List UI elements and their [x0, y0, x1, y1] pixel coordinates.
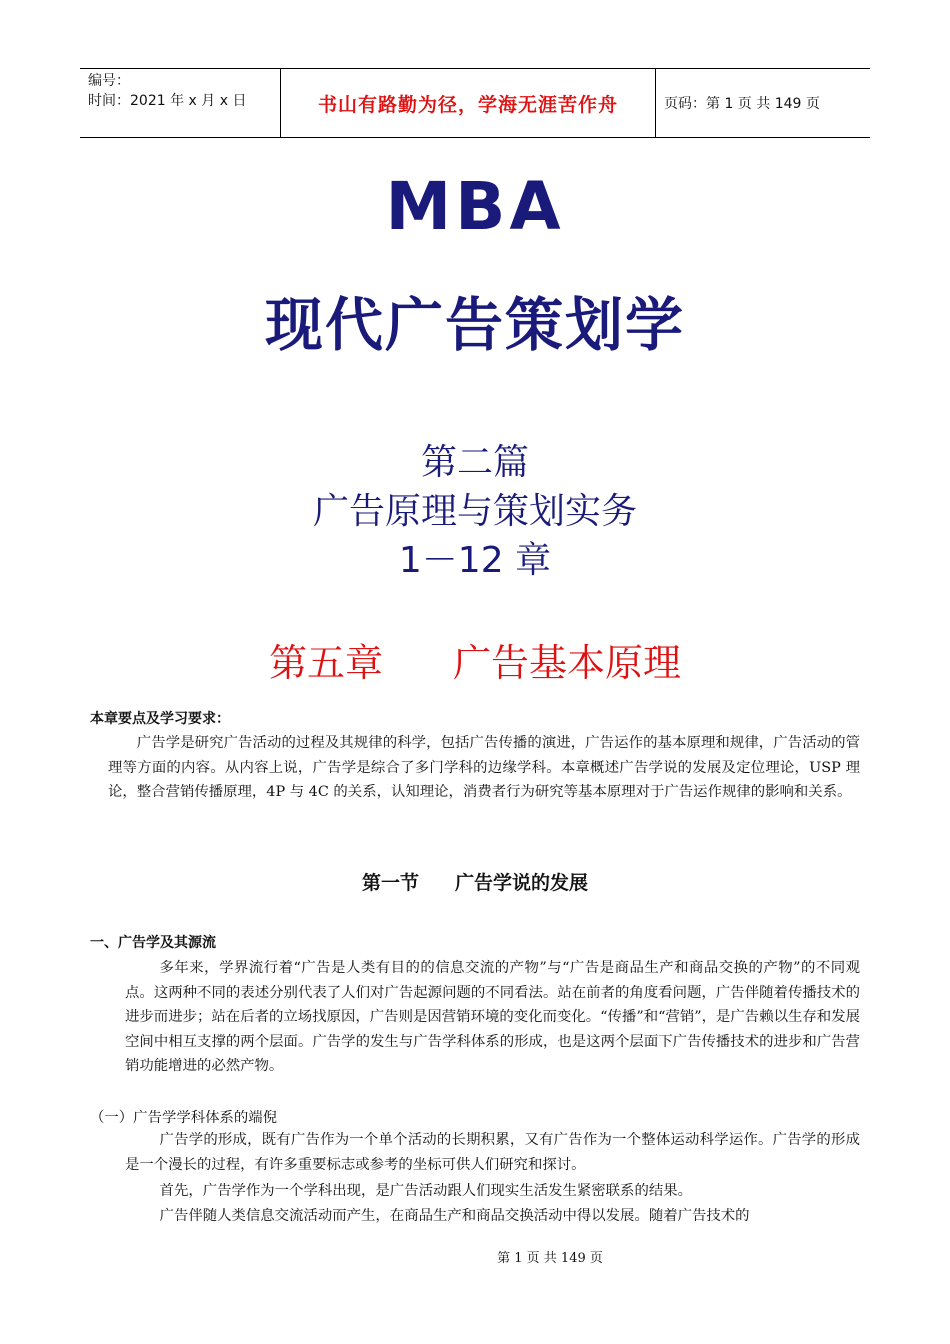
- motto-cell: [280, 69, 656, 137]
- section-name: 广告学说的发展: [455, 872, 589, 894]
- paragraph-first: 首先，广告学作为一个学科出现，是广告活动跟人们现实生活发生紧密联系的结果。: [159, 1183, 693, 1199]
- header-table: [80, 68, 870, 138]
- title-main: 现代广告策划学: [264, 291, 685, 359]
- chapter-name: 广告基本原理: [453, 641, 682, 685]
- summary-label: 本章要点及学习要求：: [90, 711, 230, 727]
- number-label: 编号：: [88, 73, 130, 89]
- chapter-heading: [0, 632, 950, 687]
- part-number: 第二篇: [420, 442, 529, 483]
- summary-paragraph: 广告学是研究广告活动的过程及其规律的科学，包括广告传播的演进，广告运作的基本原理和规律，广告活动的管理等方面的内容。从内容上说，广告学是综合了多门学科的边缘学科。本章概述广告学说的发展及定位理论，USP 理论，整合营销传播原理，4P 与 4C 的关系，认知理论，消费者行为研究等基本原理对于广告运作规律的影响和关系。: [108, 735, 860, 800]
- part-title: 广告原理与策划实务: [312, 491, 637, 532]
- section-heading: [0, 868, 950, 895]
- sub-heading: （一）广告学学科体系的端倪: [90, 1110, 278, 1126]
- chapter-number: 第五章: [268, 641, 383, 685]
- page-code-cell: [656, 69, 870, 137]
- part-one-heading: 一、广告学及其源流: [90, 935, 216, 951]
- page-code-text: 页码：第 1 页 共 149 页: [664, 96, 820, 112]
- time-label: 时间：2021 年 x 月 x 日: [88, 93, 247, 109]
- paragraph-continued: 广告伴随人类信息交流活动而产生，在商品生产和商品交换活动中得以发展。随着广告技术的: [159, 1208, 750, 1224]
- header-info-cell: [80, 69, 280, 137]
- part-chapters: 1－12 章: [398, 540, 552, 581]
- sub-paragraph: 广告学的形成，既有广告作为一个单个活动的长期积累，又有广告作为一个整体运动科学运作。广告学的形成是一个漫长的过程，有许多重要标志或参考的坐标可供人们研究和探讨。: [125, 1132, 860, 1173]
- page-footer: 第 1 页 共 149 页: [497, 1251, 603, 1266]
- title-mba: MBA: [385, 168, 565, 245]
- motto-text: 书山有路勤为径，学海无涯苦作舟: [317, 93, 618, 116]
- section-number: 第一节: [361, 872, 419, 894]
- part-one-paragraph: 多年来，学界流行着“广告是人类有目的的信息交流的产物”与“广告是商品生产和商品交换的产物”的不同观点。这两种不同的表述分别代表了人们对广告起源问题的不同看法。站在前者的角度看问题，广告伴随着传播技术的进步而进步；站在后者的立场找原因，广告则是因营销环境的变化而变化。“传播”和“营销”，是广告赖以生存和发展空间中相互支撑的两个层面。广告学的发生与广告学科体系的形成，也是这两个层面下广告传播技术的进步和广告营销功能增进的必然产物。: [125, 960, 860, 1074]
